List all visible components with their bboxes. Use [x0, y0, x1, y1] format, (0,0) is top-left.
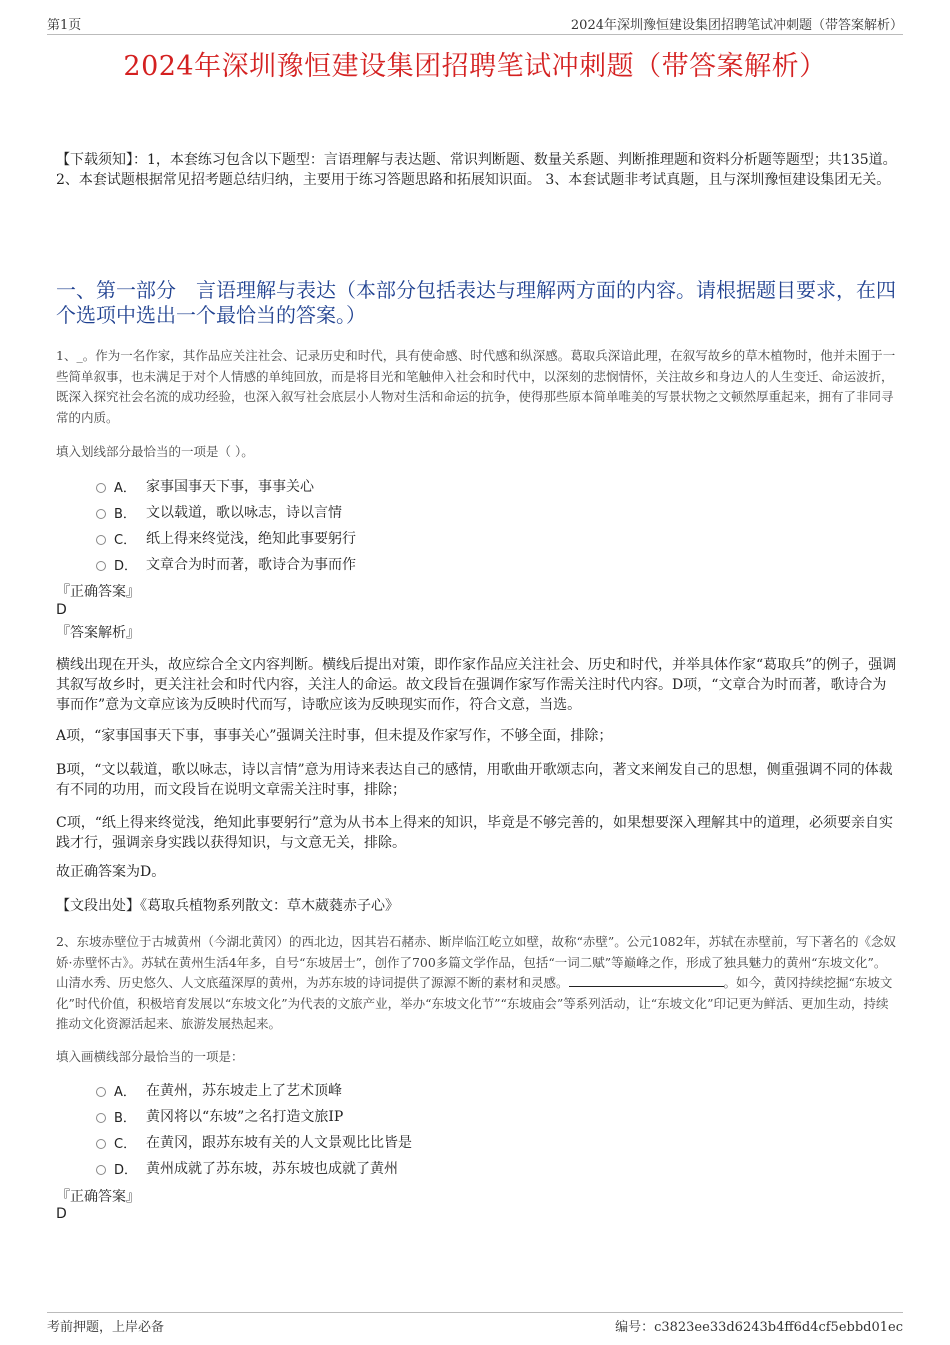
footer-doc-id: 编号：c3823ee33d6243b4ff6d4cf5ebbd01ec — [615, 1320, 903, 1335]
question-1-analysis-a: A项，“家事国事天下事，事事关心”强调关注时事，但未提及作家写作，不够全面，排除； — [56, 728, 613, 744]
question-1-analysis-c: C项，“纸上得来终觉浅，绝知此事要躬行”意为从书本上得来的知识，毕竟是不够完善的，如果想要深入理解其中的道理，必须要亲自实践才行，强调亲身实践以获得知识，与文意无关，排除。 — [56, 815, 894, 851]
radio-icon[interactable] — [96, 509, 106, 519]
question-1-options — [96, 473, 876, 577]
question-2-prompt: 填入画横线部分最恰当的一项是： — [56, 1049, 244, 1064]
question-2-option-b[interactable]: B． 黄冈将以“东坡”之名打造文旅IP — [96, 1103, 876, 1129]
question-2-option-d[interactable]: D． 黄州成就了苏东坡，苏东坡也成就了黄州 — [96, 1155, 876, 1181]
radio-icon[interactable] — [96, 535, 106, 545]
download-notice: 【下载须知】：1，本套练习包含以下题型：言语理解与表达题、常识判断题、数量关系题、判断推理题和资料分析题等题型；共135道。 2、本套试题根据常见招考题总结归纳，主要用于练习答题思路和拓展知识面。 3、本套试题非考试真题，且与深圳豫恒建设集团无关。 — [56, 152, 897, 188]
page-number: 第1页 — [47, 18, 82, 33]
page-title: 2024年深圳豫恒建设集团招聘笔试冲刺题（带答案解析） — [123, 51, 827, 82]
question-2-answer: D — [56, 1206, 67, 1222]
radio-icon[interactable] — [96, 561, 106, 571]
question-2-answer-label: 『正确答案』 — [56, 1189, 140, 1205]
footer-slogan: 考前押题，上岸必备 — [47, 1320, 165, 1335]
page-header — [47, 12, 903, 35]
radio-icon[interactable] — [96, 483, 106, 493]
header-doc-title: 2024年深圳豫恒建设集团招聘笔试冲刺题（带答案解析） — [570, 18, 903, 33]
question-2-option-a[interactable]: A． 在黄州，苏东坡走上了艺术顶峰 — [96, 1077, 876, 1103]
radio-icon[interactable] — [96, 1165, 106, 1175]
question-2-option-c[interactable]: C． 在黄冈，跟苏东坡有关的人文景观比比皆是 — [96, 1129, 876, 1155]
fill-blank — [569, 974, 724, 987]
question-1-answer: D — [56, 602, 67, 618]
question-2-options — [96, 1077, 876, 1181]
question-1-analysis-main: 横线出现在开头，故应综合全文内容判断。横线后提出对策，即作家作品应关注社会、历史和时代，并举具体作家“葛取兵”的例子，强调其叙写故乡时，更关注社会和时代内容，关注人的命运。故文段旨在强调作家写作需关注时代内容。D项，“文章合为时而著，歌诗合为事而作”意为文章应该为反映时代而写，诗歌应该为反映现实而作，符合文意，当选。 — [56, 657, 897, 713]
question-1-analysis-label: 『答案解析』 — [56, 625, 140, 641]
question-1-prompt: 填入划线部分最恰当的一项是（ ）。 — [56, 444, 254, 459]
radio-icon[interactable] — [96, 1139, 106, 1149]
radio-icon[interactable] — [96, 1087, 106, 1097]
radio-icon[interactable] — [96, 1113, 106, 1123]
question-1-conclusion: 故正确答案为D。 — [56, 864, 166, 880]
question-2-text: 2、东坡赤壁位于古城黄州（今湖北黄冈）的西北边，因其岩石赭赤、断岸临江屹立如壁，故称“赤壁”。公元1082年，苏轼在赤壁前，写下著名的《念奴娇·赤壁怀古》。苏轼在黄州生活4年多，自号“东坡居士”，创作了700多篇文学作品，包括“一词二赋”等巅峰之作，形成了独具魅力的黄州“东坡文化”。山清水秀、历史悠久、人文底蕴深厚的黄州，为苏东坡的诗词提供了源源不断的素材和灵感。 。如今，黄冈持续挖掘“东坡文化”时代价值，积极培育发展以“东坡文化”为代表的文旅产业，举办“东坡文化节”“东坡庙会”等系列活动，让“东坡文化”印记更为鲜活、更加生动，持续推动文化资源活起来、旅游发展热起来。 — [56, 934, 897, 1031]
question-1-source: 【文段出处】《葛取兵植物系列散文：草木葳蕤赤子心》 — [56, 898, 399, 914]
question-1-analysis-b: B项，“文以载道，歌以咏志，诗以言情”意为用诗来表达自己的感情，用歌曲开歌颂志向，著文来阐发自己的思想，侧重强调不同的体裁有不同的功用，而文段旨在说明文章需关注时事，排除； — [56, 762, 893, 798]
page-footer — [47, 1312, 903, 1333]
question-1-option-a[interactable]: A． 家事国事天下事，事事关心 — [96, 473, 876, 499]
question-1-option-b[interactable]: B． 文以载道，歌以咏志，诗以言情 — [96, 499, 876, 525]
question-1-option-c[interactable]: C． 纸上得来终觉浅，绝知此事要躬行 — [96, 525, 876, 551]
question-1-answer-label: 『正确答案』 — [56, 584, 140, 600]
question-1-text: 1、_。作为一名作家，其作品应关注社会、记录历史和时代，具有使命感、时代感和纵深感。葛取兵深谙此理，在叙写故乡的草木植物时，他并未囿于一些简单叙事，也未满足于对个人情感的单纯回放，而是将目光和笔触伸入社会和时代中，以深刻的悲悯情怀，关注故乡和身边人的人生变迁、命运波折，既深入探究社会名流的成功经验，也深入叙写社会底层小人物对生活和命运的抗争，使得那些原本简单唯美的写景状物之文顿然厚重起来，拥有了非同寻常的内质。 — [56, 348, 896, 425]
question-1-option-d[interactable]: D． 文章合为时而著，歌诗合为事而作 — [96, 551, 876, 577]
section-title: 一、第一部分 言语理解与表达（本部分包括表达与理解两方面的内容。请根据题目要求，在四个选项中选出一个最恰当的答案。） — [56, 278, 896, 327]
